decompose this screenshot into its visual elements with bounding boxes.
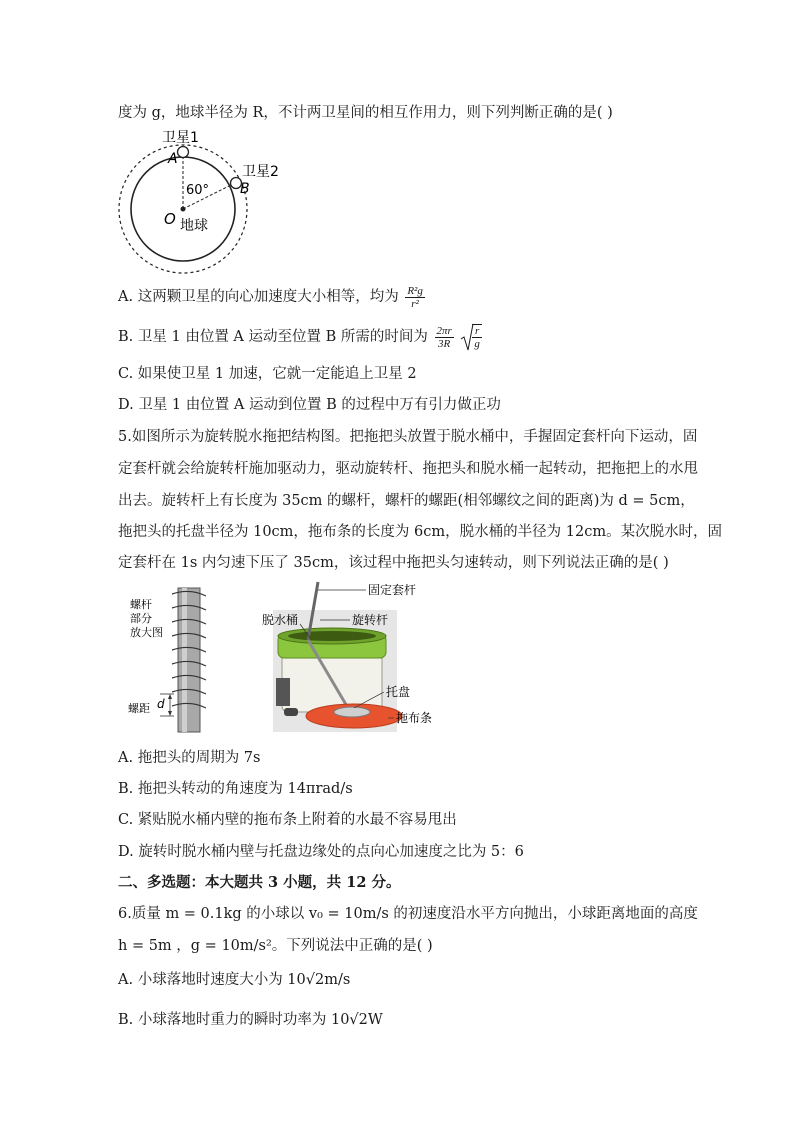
q4-option-a-fraction xyxy=(405,285,425,310)
angle-label: 60° xyxy=(186,183,210,198)
mop-diagram xyxy=(256,580,456,734)
q4-option-b-sqrt-fraction xyxy=(472,324,482,350)
q5-line-1: 5.如图所示为旋转脱水拖把结构图。把拖把头放置于脱水桶中，手握固定套杆向下运动，固 xyxy=(118,429,698,445)
label-bucket: 脱水桶 xyxy=(262,613,299,627)
screw-rod xyxy=(178,588,200,732)
q6-option-a: A. 小球落地时速度大小为 10√2m/s xyxy=(118,972,351,988)
point-a-label: A xyxy=(168,151,178,167)
q5-option-b: B. 拖把头转动的角速度为 14πrad/s xyxy=(118,781,353,797)
point-b-label: B xyxy=(240,181,250,197)
center-label: O xyxy=(164,210,176,228)
center-dot xyxy=(181,207,186,212)
frac-num: 2πr xyxy=(436,324,452,337)
earth-label: 地球 xyxy=(180,218,208,234)
pitch-arrow-head-down xyxy=(168,711,172,716)
q4-option-b-fraction xyxy=(435,325,454,350)
q5-line-4: 拖把头的托盘半径为 10cm，拖布条的长度为 6cm，脱水桶的半径为 12cm。某次脱水时，固 xyxy=(118,524,723,540)
sat2-label: 卫星2 xyxy=(242,164,279,180)
q4-option-c: C. 如果使卫星 1 加速，它就一定能追上卫星 2 xyxy=(118,366,417,382)
q4-option-a xyxy=(118,281,427,313)
label-tray: 托盘 xyxy=(386,685,411,699)
q4-option-b xyxy=(118,320,484,354)
frac-den: r² xyxy=(411,297,419,310)
q4-option-d: D. 卫星 1 由位置 A 运动到位置 B 的过程中万有引力做正功 xyxy=(118,397,501,413)
screw-label-1: 螺杆 xyxy=(130,598,152,611)
mop-tray xyxy=(334,707,370,717)
pitch-d-label: d xyxy=(157,697,165,711)
frac-num: R²g xyxy=(407,284,423,297)
pitch-arrow-head-up xyxy=(168,694,172,699)
frac-den: 3R xyxy=(438,337,451,350)
bucket-pedal xyxy=(276,678,290,706)
screw-diagram xyxy=(120,586,220,734)
pitch-label: 螺距 xyxy=(128,702,150,715)
frac-num: r xyxy=(472,325,482,338)
q5-option-c: C. 紧贴脱水桶内壁的拖布条上附着的水最不容易甩出 xyxy=(118,812,457,828)
screw-label-2: 部分 xyxy=(130,612,152,625)
q5-line-3: 出去。旋转杆上有长度为 35cm 的螺杆，螺杆的螺距(相邻螺纹之间的距离)为 d = 5cm， xyxy=(118,493,695,509)
q5-line-5: 定套杆在 1s 内匀速下压了 35cm，该过程中拖把头匀速转动，则下列说法正确的是( ) xyxy=(118,555,669,571)
label-strips: 拖布条 xyxy=(396,711,433,725)
orbit-diagram xyxy=(118,126,308,274)
label-fixed-rod: 固定套杆 xyxy=(368,583,417,597)
q4-option-a-text: A. 这两颗卫星的向心加速度大小相等，均为 xyxy=(118,289,399,305)
sat1-label: 卫星1 xyxy=(162,130,199,146)
q4-option-b-text: B. 卫星 1 由位置 A 运动至位置 B 所需的时间为 xyxy=(118,329,428,345)
question-intro-line: 度为 g，地球半径为 R，不计两卫星间的相互作用力，则下列判断正确的是( ) xyxy=(118,105,613,121)
q5-option-a: A. 拖把头的周期为 7s xyxy=(118,750,261,766)
q6-option-b: B. 小球落地时重力的瞬时功率为 10√2W xyxy=(118,1012,383,1028)
q6-line-1: 6.质量 m = 0.1kg 的小球以 v₀ = 10m/s 的初速度沿水平方向抛出，小球距离地面的高度 xyxy=(118,906,698,922)
section-2-heading: 二、多选题：本大题共 3 小题，共 12 分。 xyxy=(118,874,401,891)
q6-line-2: h = 5m ，g = 10m/s²。下列说法中正确的是( ) xyxy=(118,938,433,954)
screw-label-3: 放大图 xyxy=(130,626,163,639)
frac-den: g xyxy=(474,338,480,350)
bucket-inner xyxy=(288,631,376,641)
satellite-1-icon xyxy=(178,147,189,158)
q5-line-2: 定套杆就会给旋转杆施加驱动力，驱动旋转杆、拖把头和脱水桶一起转动，把拖把上的水甩 xyxy=(118,461,698,477)
q5-option-d: D. 旋转时脱水桶内壁与托盘边缘处的点向心加速度之比为 5：6 xyxy=(118,844,524,860)
screw-rod-highlight xyxy=(182,588,187,732)
bucket-wheel xyxy=(284,708,298,716)
label-rotating-rod: 旋转杆 xyxy=(352,613,389,627)
